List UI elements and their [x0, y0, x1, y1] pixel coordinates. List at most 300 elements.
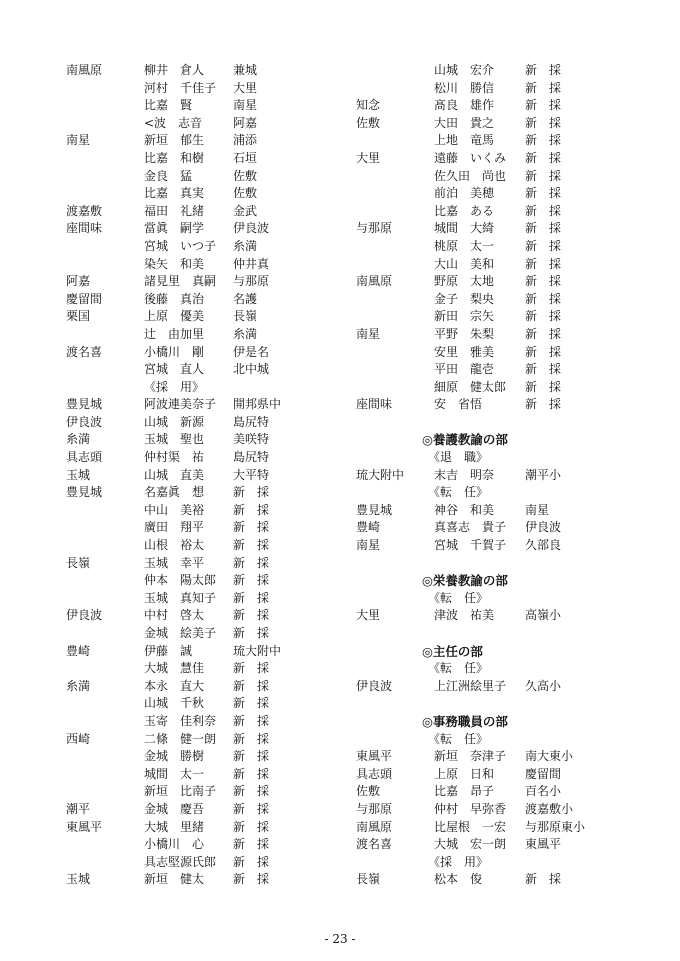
origin-school: 豊崎 [356, 520, 381, 535]
transfer-entry [66, 660, 336, 678]
transfer-entry [356, 97, 674, 115]
transfer-entry [66, 80, 336, 98]
destination: 新 採 [525, 379, 562, 394]
section-heading-text: ◎事務職員の部 [422, 713, 508, 729]
origin-school: 南風原 [66, 63, 103, 77]
person-name: 細原 健太郎 [434, 379, 507, 394]
person-name: 新垣 奈津子 [434, 749, 507, 764]
origin-school: 長嶺 [356, 872, 381, 887]
person-name: 柳井 倉人 [144, 63, 205, 77]
person-name: 遠藤 いくみ [434, 150, 507, 165]
destination: 石垣 [233, 150, 258, 165]
transfer-entry [66, 801, 336, 819]
destination: 浦添 [233, 133, 258, 148]
transfer-entry [66, 748, 336, 766]
transfer-entry [66, 361, 336, 379]
person-name: 大田 貴之 [434, 115, 495, 130]
origin-school: 伊良波 [356, 678, 393, 693]
destination: 島尻特 [233, 450, 270, 465]
destination: 慶留間 [525, 766, 562, 781]
destination: 北中城 [233, 362, 270, 377]
destination: 大平特 [233, 467, 270, 482]
destination: 新 採 [233, 749, 270, 764]
transfer-entry [356, 783, 674, 801]
person-name: 大山 美和 [434, 256, 495, 271]
person-name: 山城 新源 [144, 414, 205, 429]
person-name: 小橋川 剛 [144, 344, 205, 359]
destination: 糸満 [233, 326, 258, 341]
transfer-entry [356, 607, 674, 625]
transfer-entry [66, 555, 336, 573]
person-name: 比屋根 一宏 [434, 819, 507, 834]
transfer-entry [66, 168, 336, 186]
transfer-entry [66, 519, 336, 537]
origin-school: 潮平 [66, 801, 91, 816]
person-name: 城間 大綺 [434, 221, 495, 236]
person-name: 野原 太地 [434, 274, 495, 289]
person-name: 神谷 和美 [434, 502, 495, 517]
transfer-entry [66, 713, 336, 731]
destination: 新 採 [233, 731, 270, 746]
destination: 大里 [233, 80, 258, 95]
transfer-entry [66, 291, 336, 309]
transfer-entry [66, 607, 336, 625]
transfer-entry [66, 643, 336, 661]
destination: 新 採 [525, 326, 562, 341]
person-name: 上原 日和 [434, 766, 495, 781]
person-name: 諸見里 真嗣 [144, 274, 217, 289]
origin-school: 具志頭 [66, 450, 103, 465]
destination: 南大東小 [525, 749, 574, 764]
origin-school: 琉大附中 [356, 467, 405, 482]
person-name: <波 志音 [144, 115, 203, 130]
section-heading [356, 643, 674, 661]
destination: 新 採 [233, 854, 270, 869]
person-name: 比嘉 真実 [144, 186, 205, 201]
destination: 琉大附中 [233, 643, 282, 658]
destination: 伊是名 [233, 344, 270, 359]
transfer-entry [356, 502, 674, 520]
destination: 新 採 [233, 784, 270, 799]
subsection-label-text: 《退 職》 [428, 450, 489, 465]
destination: 島尻特 [233, 414, 270, 429]
person-name: 平田 龍壱 [434, 362, 495, 377]
origin-school: 伊良波 [66, 414, 103, 429]
left-column [66, 62, 336, 889]
destination: 伊良波 [233, 221, 270, 236]
transfer-entry [66, 115, 336, 133]
section-heading-text: ◎栄養教諭の部 [422, 573, 508, 589]
transfer-entry [66, 185, 336, 203]
destination: 新 採 [233, 538, 270, 553]
person-name: 比嘉 昂子 [434, 784, 495, 799]
person-name: 本永 直大 [144, 678, 205, 693]
subsection-label [356, 660, 674, 678]
transfer-entry [356, 871, 674, 889]
person-name: 伊藤 誠 [144, 643, 193, 658]
origin-school: 佐敷 [356, 115, 381, 130]
destination: 新 採 [233, 819, 270, 834]
transfer-entry [66, 273, 336, 291]
transfer-entry [66, 150, 336, 168]
origin-school: 玉城 [66, 872, 91, 887]
person-name: 比嘉 和樹 [144, 150, 205, 165]
person-name: 上原 優美 [144, 309, 205, 324]
person-name: 安里 雅美 [434, 344, 495, 359]
destination: 新 採 [525, 291, 562, 306]
transfer-entry [356, 62, 674, 80]
transfer-entry [356, 115, 674, 133]
person-name: 新垣 比南子 [144, 784, 217, 799]
person-name: 仲村 早弥香 [434, 801, 507, 816]
origin-school: 座間味 [66, 221, 103, 236]
transfer-entry [66, 819, 336, 837]
origin-school: 豊崎 [66, 643, 91, 658]
transfer-entry [66, 678, 336, 696]
person-name: 山城 千秋 [144, 696, 205, 711]
origin-school: 大里 [356, 150, 381, 165]
person-name: 新垣 郁生 [144, 133, 205, 148]
subsection-label-text: 《転 任》 [428, 485, 489, 500]
destination: 新 採 [233, 837, 270, 852]
transfer-entry [66, 836, 336, 854]
transfer-entry [356, 344, 674, 362]
transfer-entry [356, 379, 674, 397]
origin-school: 渡名喜 [356, 837, 393, 852]
person-name: 真喜志 貴子 [434, 520, 507, 535]
spacer [356, 625, 674, 643]
transfer-entry [66, 132, 336, 150]
person-name: 宮城 千賀子 [434, 538, 507, 553]
transfer-entry [356, 396, 674, 414]
subsection-label [356, 854, 674, 872]
section-heading [356, 572, 674, 590]
destination: 新 採 [233, 678, 270, 693]
transfer-entry [66, 871, 336, 889]
person-name: 中山 美裕 [144, 502, 205, 517]
transfer-entry [356, 80, 674, 98]
transfer-entry [66, 414, 336, 432]
transfer-entry [66, 449, 336, 467]
person-name: 辻 由加里 [144, 326, 205, 341]
destination: 兼城 [233, 63, 258, 77]
transfer-entry [356, 801, 674, 819]
person-name: 大城 里緒 [144, 819, 205, 834]
destination: 名護 [233, 291, 258, 306]
destination: 金武 [233, 203, 258, 218]
destination: 阿嘉 [233, 115, 258, 130]
destination: 新 採 [233, 573, 270, 588]
destination: 新 採 [525, 63, 562, 77]
destination: 新 採 [233, 485, 270, 500]
person-name: 《採 用》 [144, 379, 205, 394]
person-name: 比嘉 ある [434, 203, 495, 218]
destination: 新 採 [525, 397, 562, 412]
destination: 久高小 [525, 678, 562, 693]
subsection-label-text: 《転 任》 [428, 590, 489, 605]
person-name: 安 省悟 [434, 397, 483, 412]
destination: 仲井真 [233, 256, 270, 271]
spacer [356, 414, 674, 432]
subsection-label-text: 《転 任》 [428, 731, 489, 746]
origin-school: 豊見城 [66, 485, 103, 500]
transfer-entry [356, 678, 674, 696]
person-name: 金子 梨央 [434, 291, 495, 306]
person-name: 河村 千佳子 [144, 80, 217, 95]
transfer-entry [356, 537, 674, 555]
person-name: 前泊 美穂 [434, 186, 495, 201]
destination: 新 採 [525, 238, 562, 253]
transfer-entry [356, 308, 674, 326]
origin-school: 豊見城 [66, 397, 103, 412]
transfer-entry [66, 308, 336, 326]
transfer-entry [356, 291, 674, 309]
person-name: 上地 竜馬 [434, 133, 495, 148]
person-name: 名嘉眞 想 [144, 485, 205, 500]
transfer-entry [356, 273, 674, 291]
transfer-entry [356, 256, 674, 274]
destination: 新 採 [233, 661, 270, 676]
origin-school: 大里 [356, 608, 381, 623]
person-name: 具志堅源氏郎 [144, 854, 217, 869]
transfer-entry [356, 836, 674, 854]
origin-school: 座間味 [356, 397, 393, 412]
transfer-entry [66, 326, 336, 344]
person-name: 金良 猛 [144, 168, 193, 183]
person-name: 中村 啓太 [144, 608, 205, 623]
destination: 新 採 [525, 133, 562, 148]
origin-school: 渡名喜 [66, 344, 103, 359]
transfer-entry [66, 256, 336, 274]
origin-school: 栗国 [66, 309, 91, 324]
person-name: 仲村渠 祐 [144, 450, 205, 465]
destination: 新 採 [233, 590, 270, 605]
destination: 新 採 [525, 186, 562, 201]
origin-school: 玉城 [66, 467, 91, 482]
right-column [356, 62, 674, 889]
transfer-entry [356, 168, 674, 186]
origin-school: 東風平 [66, 819, 103, 834]
section-heading [356, 713, 674, 731]
page-number: - 23 - [324, 932, 356, 946]
transfer-entry [356, 361, 674, 379]
transfer-entry [66, 467, 336, 485]
transfer-entry [66, 695, 336, 713]
destination: 新 採 [233, 766, 270, 781]
subsection-label [356, 590, 674, 608]
origin-school: 東風平 [356, 749, 393, 764]
transfer-entry [356, 220, 674, 238]
origin-school: 伊良波 [66, 608, 103, 623]
destination: 開邦県中 [233, 397, 282, 412]
transfer-entry [66, 590, 336, 608]
person-name: 後藤 真治 [144, 291, 205, 306]
person-name: 津波 祐美 [434, 608, 495, 623]
transfer-entry [66, 203, 336, 221]
destination: 伊良波 [525, 520, 562, 535]
person-name: 末吉 明奈 [434, 467, 495, 482]
origin-school: 豊見城 [356, 502, 393, 517]
person-name: 平野 朱梨 [434, 326, 495, 341]
person-name: 福田 礼緒 [144, 203, 205, 218]
transfer-entry [66, 854, 336, 872]
destination: 佐敷 [233, 186, 258, 201]
subsection-label [356, 449, 674, 467]
transfer-entry [356, 467, 674, 485]
origin-school: 慶留間 [66, 291, 103, 306]
destination: 新 採 [525, 256, 562, 271]
person-name: 宮城 いつ子 [144, 238, 217, 253]
person-name: 髙良 雄作 [434, 98, 495, 113]
person-name: 松本 俊 [434, 872, 483, 887]
destination: 新 採 [525, 362, 562, 377]
origin-school: 南星 [356, 326, 381, 341]
destination: 高嶺小 [525, 608, 562, 623]
person-name: 染矢 和美 [144, 256, 205, 271]
origin-school: 与那原 [356, 801, 393, 816]
origin-school: 南星 [66, 133, 91, 148]
destination: 潮平小 [525, 467, 562, 482]
spacer [356, 555, 674, 573]
destination: 与那原 [233, 274, 270, 289]
destination: 新 採 [525, 168, 562, 183]
destination: 渡嘉敷小 [525, 801, 574, 816]
person-name: 山城 宏介 [434, 63, 495, 77]
destination: 南星 [233, 98, 258, 113]
person-name: 當眞 嗣学 [144, 221, 205, 236]
transfer-entry [356, 203, 674, 221]
origin-school: 南星 [356, 538, 381, 553]
destination: 新 採 [233, 872, 270, 887]
spacer [356, 695, 674, 713]
transfer-entry [356, 326, 674, 344]
person-name: 阿波連美奈子 [144, 397, 217, 412]
destination: 新 採 [525, 80, 562, 95]
transfer-entry [356, 185, 674, 203]
transfer-entry [66, 431, 336, 449]
transfer-entry [66, 344, 336, 362]
destination: 東風平 [525, 837, 562, 852]
person-name: 仲本 陽太郎 [144, 573, 217, 588]
transfer-entry [66, 572, 336, 590]
destination: 久部良 [525, 538, 562, 553]
transfer-entry [356, 150, 674, 168]
section-heading-text: ◎主任の部 [422, 643, 483, 659]
transfer-entry [66, 625, 336, 643]
destination: 美咲特 [233, 432, 270, 447]
person-name: 新田 宗矢 [434, 309, 495, 324]
transfer-entry [356, 748, 674, 766]
transfer-entry [66, 783, 336, 801]
origin-school: 糸満 [66, 432, 91, 447]
person-name: 金城 勝樹 [144, 749, 205, 764]
section-heading-text: ◎養護教諭の部 [422, 432, 508, 448]
person-name: 大城 慧佳 [144, 661, 205, 676]
origin-school: 具志頭 [356, 766, 393, 781]
destination: 百名小 [525, 784, 562, 799]
person-name: 玉城 真知子 [144, 590, 217, 605]
transfer-entry [66, 62, 336, 80]
origin-school: 糸満 [66, 678, 91, 693]
destination: 新 採 [525, 98, 562, 113]
destination: 糸満 [233, 238, 258, 253]
destination: 与那原東小 [525, 819, 586, 834]
person-name: 金城 慶吾 [144, 801, 205, 816]
transfer-entry [356, 766, 674, 784]
destination: 新 採 [233, 696, 270, 711]
person-name: 玉城 聖也 [144, 432, 205, 447]
transfer-entry [66, 731, 336, 749]
destination: 新 採 [525, 309, 562, 324]
person-name: 比嘉 賢 [144, 98, 193, 113]
destination: 新 採 [233, 626, 270, 640]
person-name: 松川 勝信 [434, 80, 495, 95]
person-name: 山根 裕太 [144, 538, 205, 553]
person-name: 佐久田 尚也 [434, 168, 507, 183]
person-name: 上江洲絵里子 [434, 678, 507, 693]
destination: 新 採 [233, 520, 270, 535]
transfer-entry [356, 819, 674, 837]
section-heading [356, 431, 674, 449]
origin-school: 南風原 [356, 819, 393, 834]
transfer-entry [66, 238, 336, 256]
origin-school: 南風原 [356, 274, 393, 289]
origin-school: 渡嘉敷 [66, 203, 103, 218]
destination: 佐敷 [233, 168, 258, 183]
origin-school: 佐敷 [356, 784, 381, 799]
destination: 新 採 [233, 801, 270, 816]
destination: 新 採 [525, 150, 562, 165]
destination: 長嶺 [233, 309, 258, 324]
transfer-entry [66, 396, 336, 414]
origin-school: 知念 [356, 98, 381, 113]
destination: 新 採 [525, 203, 562, 218]
origin-school: 長嶺 [66, 555, 91, 570]
origin-school: 与那原 [356, 221, 393, 236]
person-name: 玉城 幸平 [144, 555, 205, 570]
person-name: 金城 絵美子 [144, 626, 217, 640]
destination: 新 採 [525, 221, 562, 236]
transfer-entry [66, 537, 336, 555]
destination: 新 採 [233, 555, 270, 570]
transfer-entry [66, 379, 336, 397]
subsection-label-text: 《転 任》 [428, 661, 489, 676]
destination: 新 採 [233, 502, 270, 517]
person-name: 大城 宏一朗 [434, 837, 507, 852]
person-name: 新垣 健太 [144, 872, 205, 887]
person-name: 二條 健一朗 [144, 731, 217, 746]
destination: 新 採 [233, 713, 270, 728]
destination: 新 採 [525, 344, 562, 359]
transfer-entry [66, 766, 336, 784]
transfer-entry [356, 238, 674, 256]
destination: 新 採 [525, 274, 562, 289]
person-name: 小橋川 心 [144, 837, 205, 852]
destination: 新 採 [525, 115, 562, 130]
person-name: 城間 太一 [144, 766, 205, 781]
person-name: 山城 直美 [144, 467, 205, 482]
subsection-label [356, 731, 674, 749]
person-name: 玉寄 佳利奈 [144, 713, 217, 728]
transfer-entry [66, 220, 336, 238]
origin-school: 西崎 [66, 731, 91, 746]
transfer-entry [356, 519, 674, 537]
transfer-entry [66, 484, 336, 502]
destination: 南星 [525, 502, 550, 517]
transfer-entry [66, 97, 336, 115]
person-name: 桃原 太一 [434, 238, 495, 253]
subsection-label [356, 484, 674, 502]
